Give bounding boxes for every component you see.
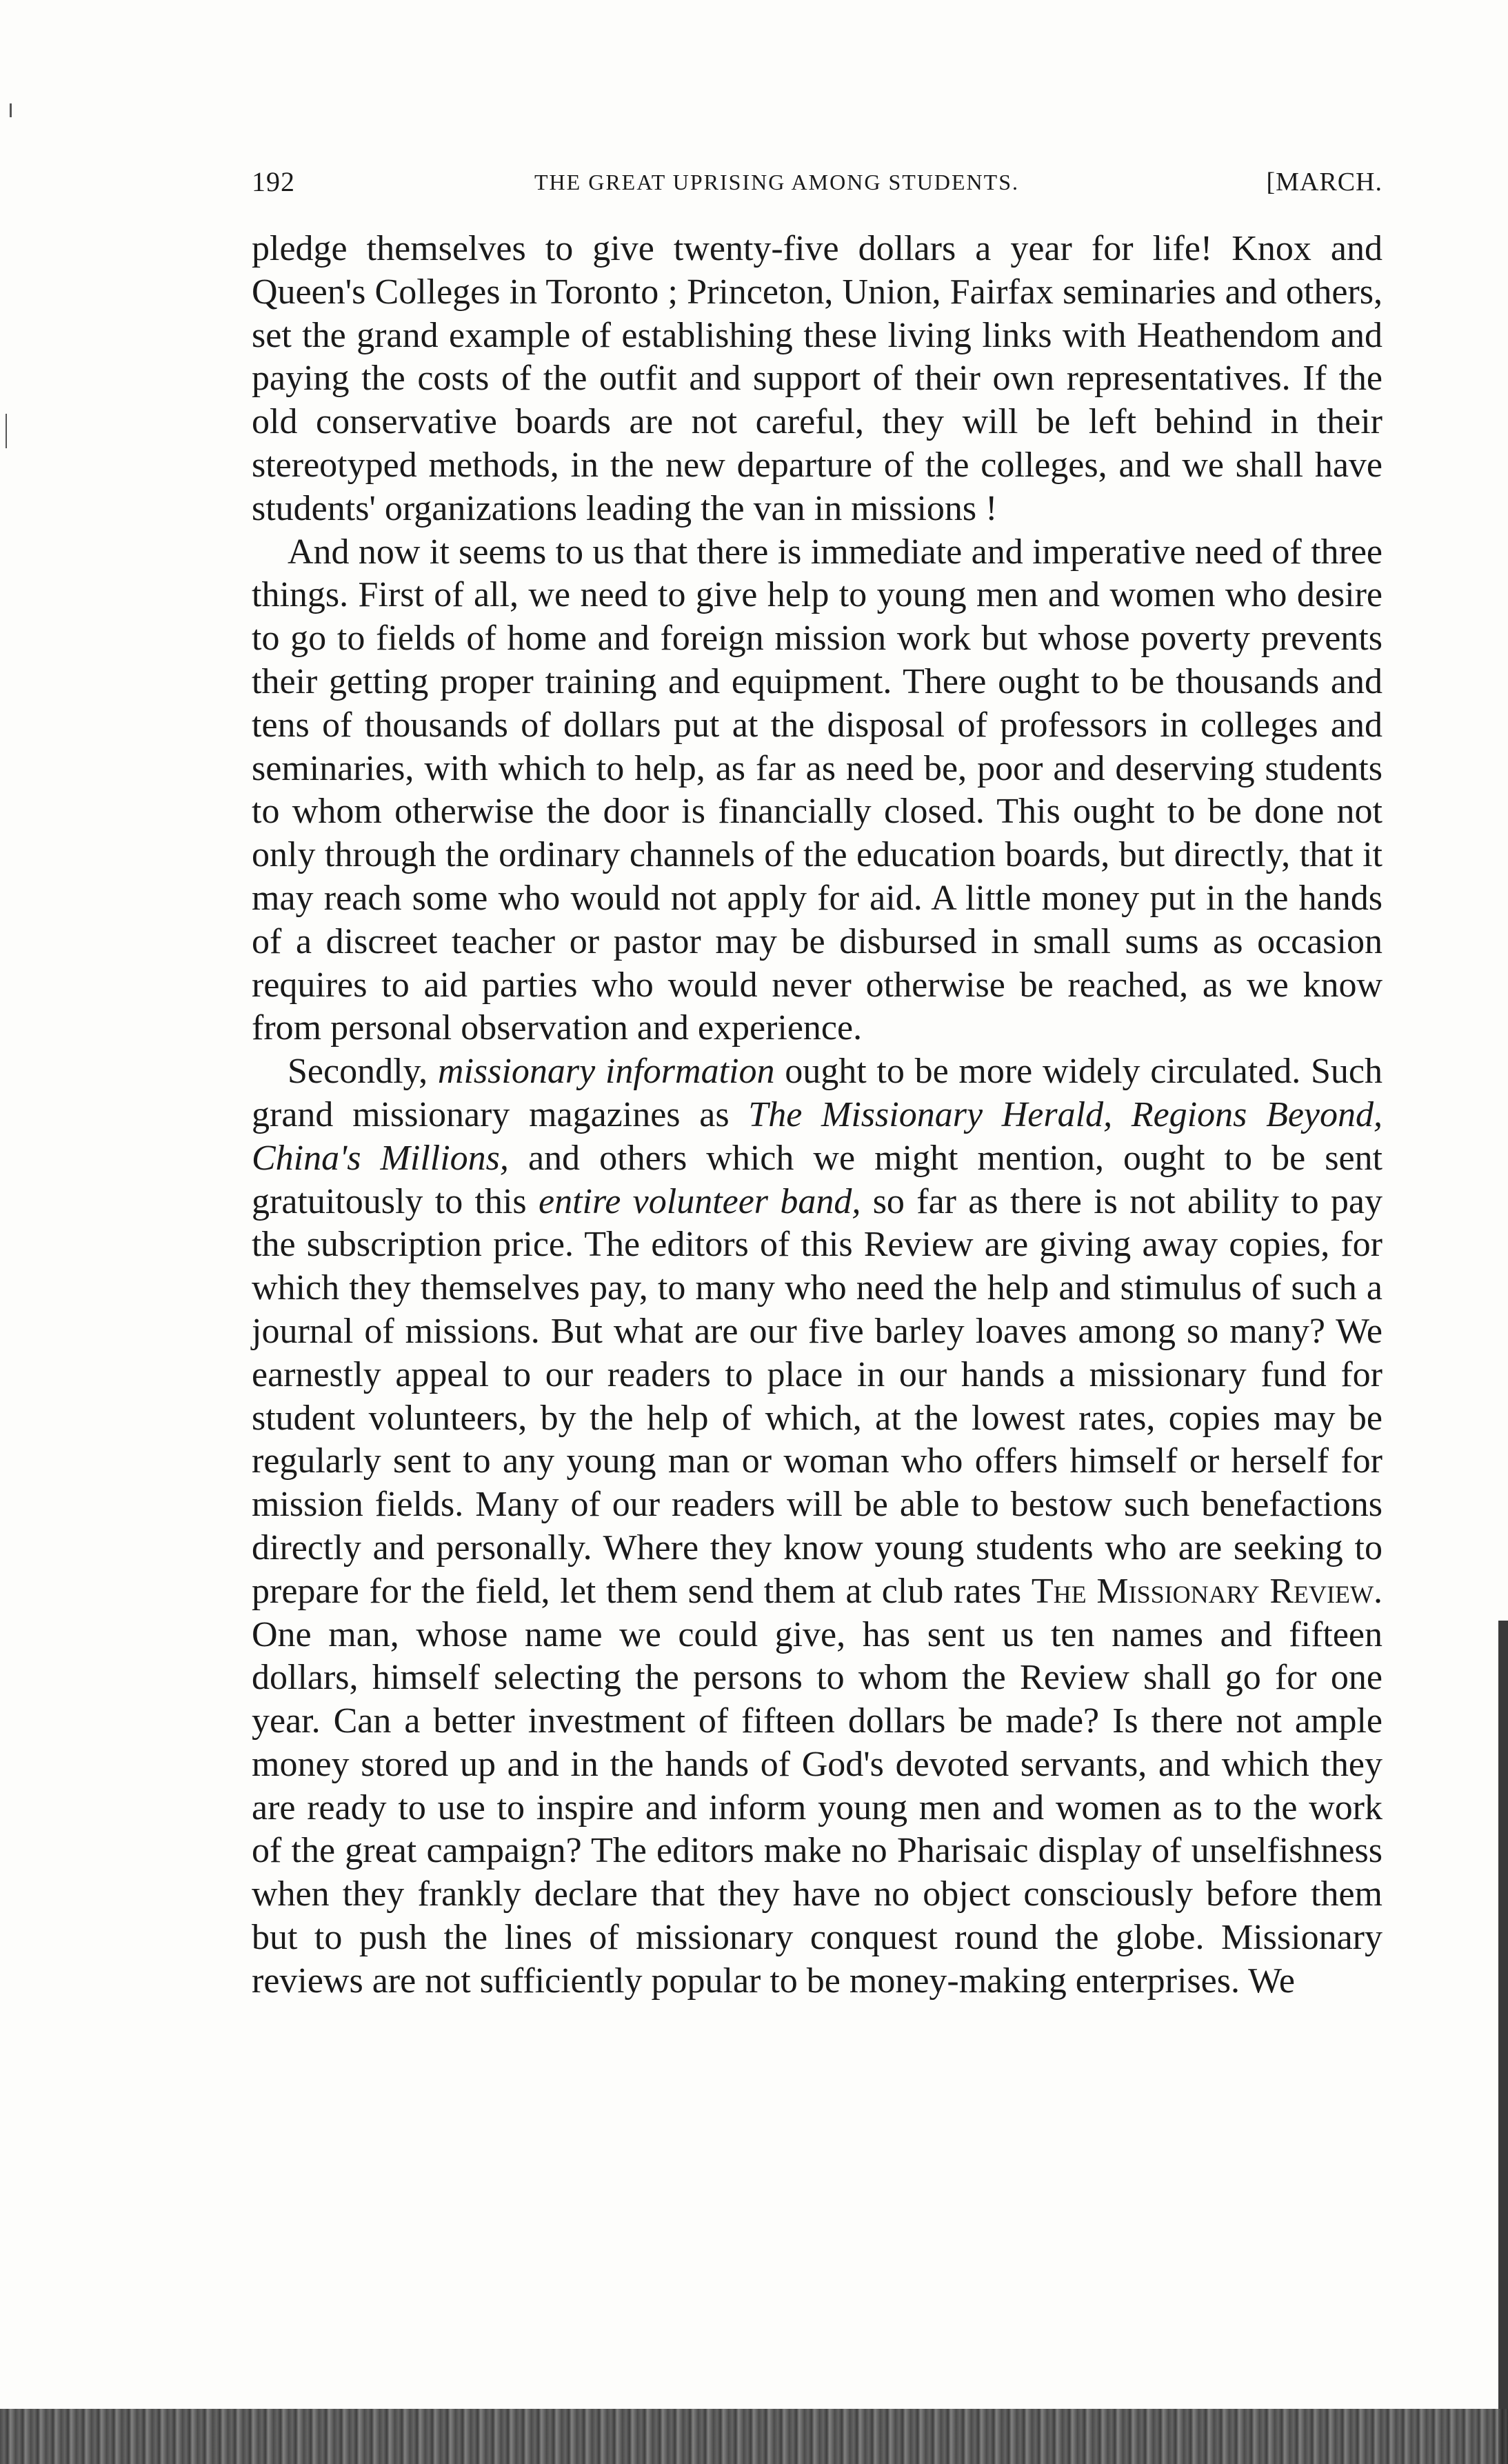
- paragraph-3-italic-3: entire volunteer band,: [538, 1181, 861, 1221]
- page-number: 192: [252, 166, 295, 197]
- paragraph-1: pledge themselves to give twenty-five dollars a year for life! Knox and Queen's Colleges in Toronto ; Princeton, Union, Fairfax seminaries and others, set the grand example of establishing these living links with Heathendom and paying the costs of the outfit and support of their own representatives. If the old conservative boards are not careful, they will be left behind in their stereotyped methods, in the new departure of the colleges, and we shall have students' organizations leading the van in missions !: [252, 229, 1383, 528]
- paragraph-3-text-1: Secondly,: [288, 1052, 438, 1092]
- margin-speck: [10, 103, 12, 117]
- article-body: [252, 228, 1383, 2003]
- paragraph-3-text-2: ought to be more widely circulated. Such grand missionary magazines as: [252, 1052, 1383, 1134]
- paragraph-3-text-3: and others which we might mention, ought to be sent gratuitously to this: [252, 1138, 1383, 1221]
- paragraph-3: [252, 1050, 1383, 2003]
- paragraph-3-text-5: One man, whose name we could give, has sent us ten names and fifteen dollars, himself selecting the persons to whom the Review shall go for one year. Can a better investment of fifteen dollars be made? Is there not ample money stored up and in the hands of God's devoted servants, and which they are ready to use to inspire and inform young men and women as to the work of the great campaign? The editors make no Pharisaic display of unselfishness when they frankly declare that they have no object consciously before them but to push the lines of missionary conquest round the globe. Missionary reviews are not sufficiently popular to be money-making enterprises. We: [252, 1614, 1383, 2001]
- scan-edge-right: [1498, 1621, 1508, 2464]
- scan-edge-bottom: [0, 2409, 1508, 2464]
- page-header: [252, 166, 1383, 214]
- running-title: THE GREAT UPRISING AMONG STUDENTS.: [534, 170, 1019, 194]
- paragraph-3-text-4: so far as there is not ability to pay the subscription price. The editors of this Review are giving away copies, for which they themselves pay, to many who need the help and stimulus of such a journal of missions. But what are our five barley loaves among so many? We earnestly appeal to our readers to place in our hands a missionary fund for student volunteers, by the help of which, at the lowest rates, copies may be regularly sent to any young man or woman who offers himself or herself for mission fields. Many of our readers will be able to bestow such benefactions directly and personally. Where they know young students who are seeking to prepare for the field, let them send them at club rates: [252, 1181, 1383, 1611]
- paragraph-3-italic-1: missionary information: [437, 1052, 775, 1092]
- paragraph-3-smallcaps-1: The Missionary Review.: [1031, 1571, 1383, 1611]
- month-label: [MARCH.: [1266, 168, 1383, 197]
- margin-speck: [6, 414, 7, 448]
- paragraph-3-italic-2: The Missionary Herald, Regions Beyond, China's Millions,: [252, 1094, 1383, 1178]
- paragraph-2: And now it seems to us that there is immediate and imperative need of three things. First of all, we need to give help to young men and women who desire to go to fields of home and foreign mission work but whose poverty prevents their getting proper training and equipment. There ought to be thousands and tens of thousands of dollars put at the disposal of professors in colleges and seminaries, with which to help, as far as need be, poor and deserving students to whom otherwise the door is financially closed. This ought to be done not only through the ordinary channels of the education boards, but directly, that it may reach some who would not apply for aid. A little money put in the hands of a discreet teacher or pastor may be disbursed in small sums as occasion requires to aid parties who would never otherwise be reached, as we know from personal observation and experience.: [252, 532, 1383, 1048]
